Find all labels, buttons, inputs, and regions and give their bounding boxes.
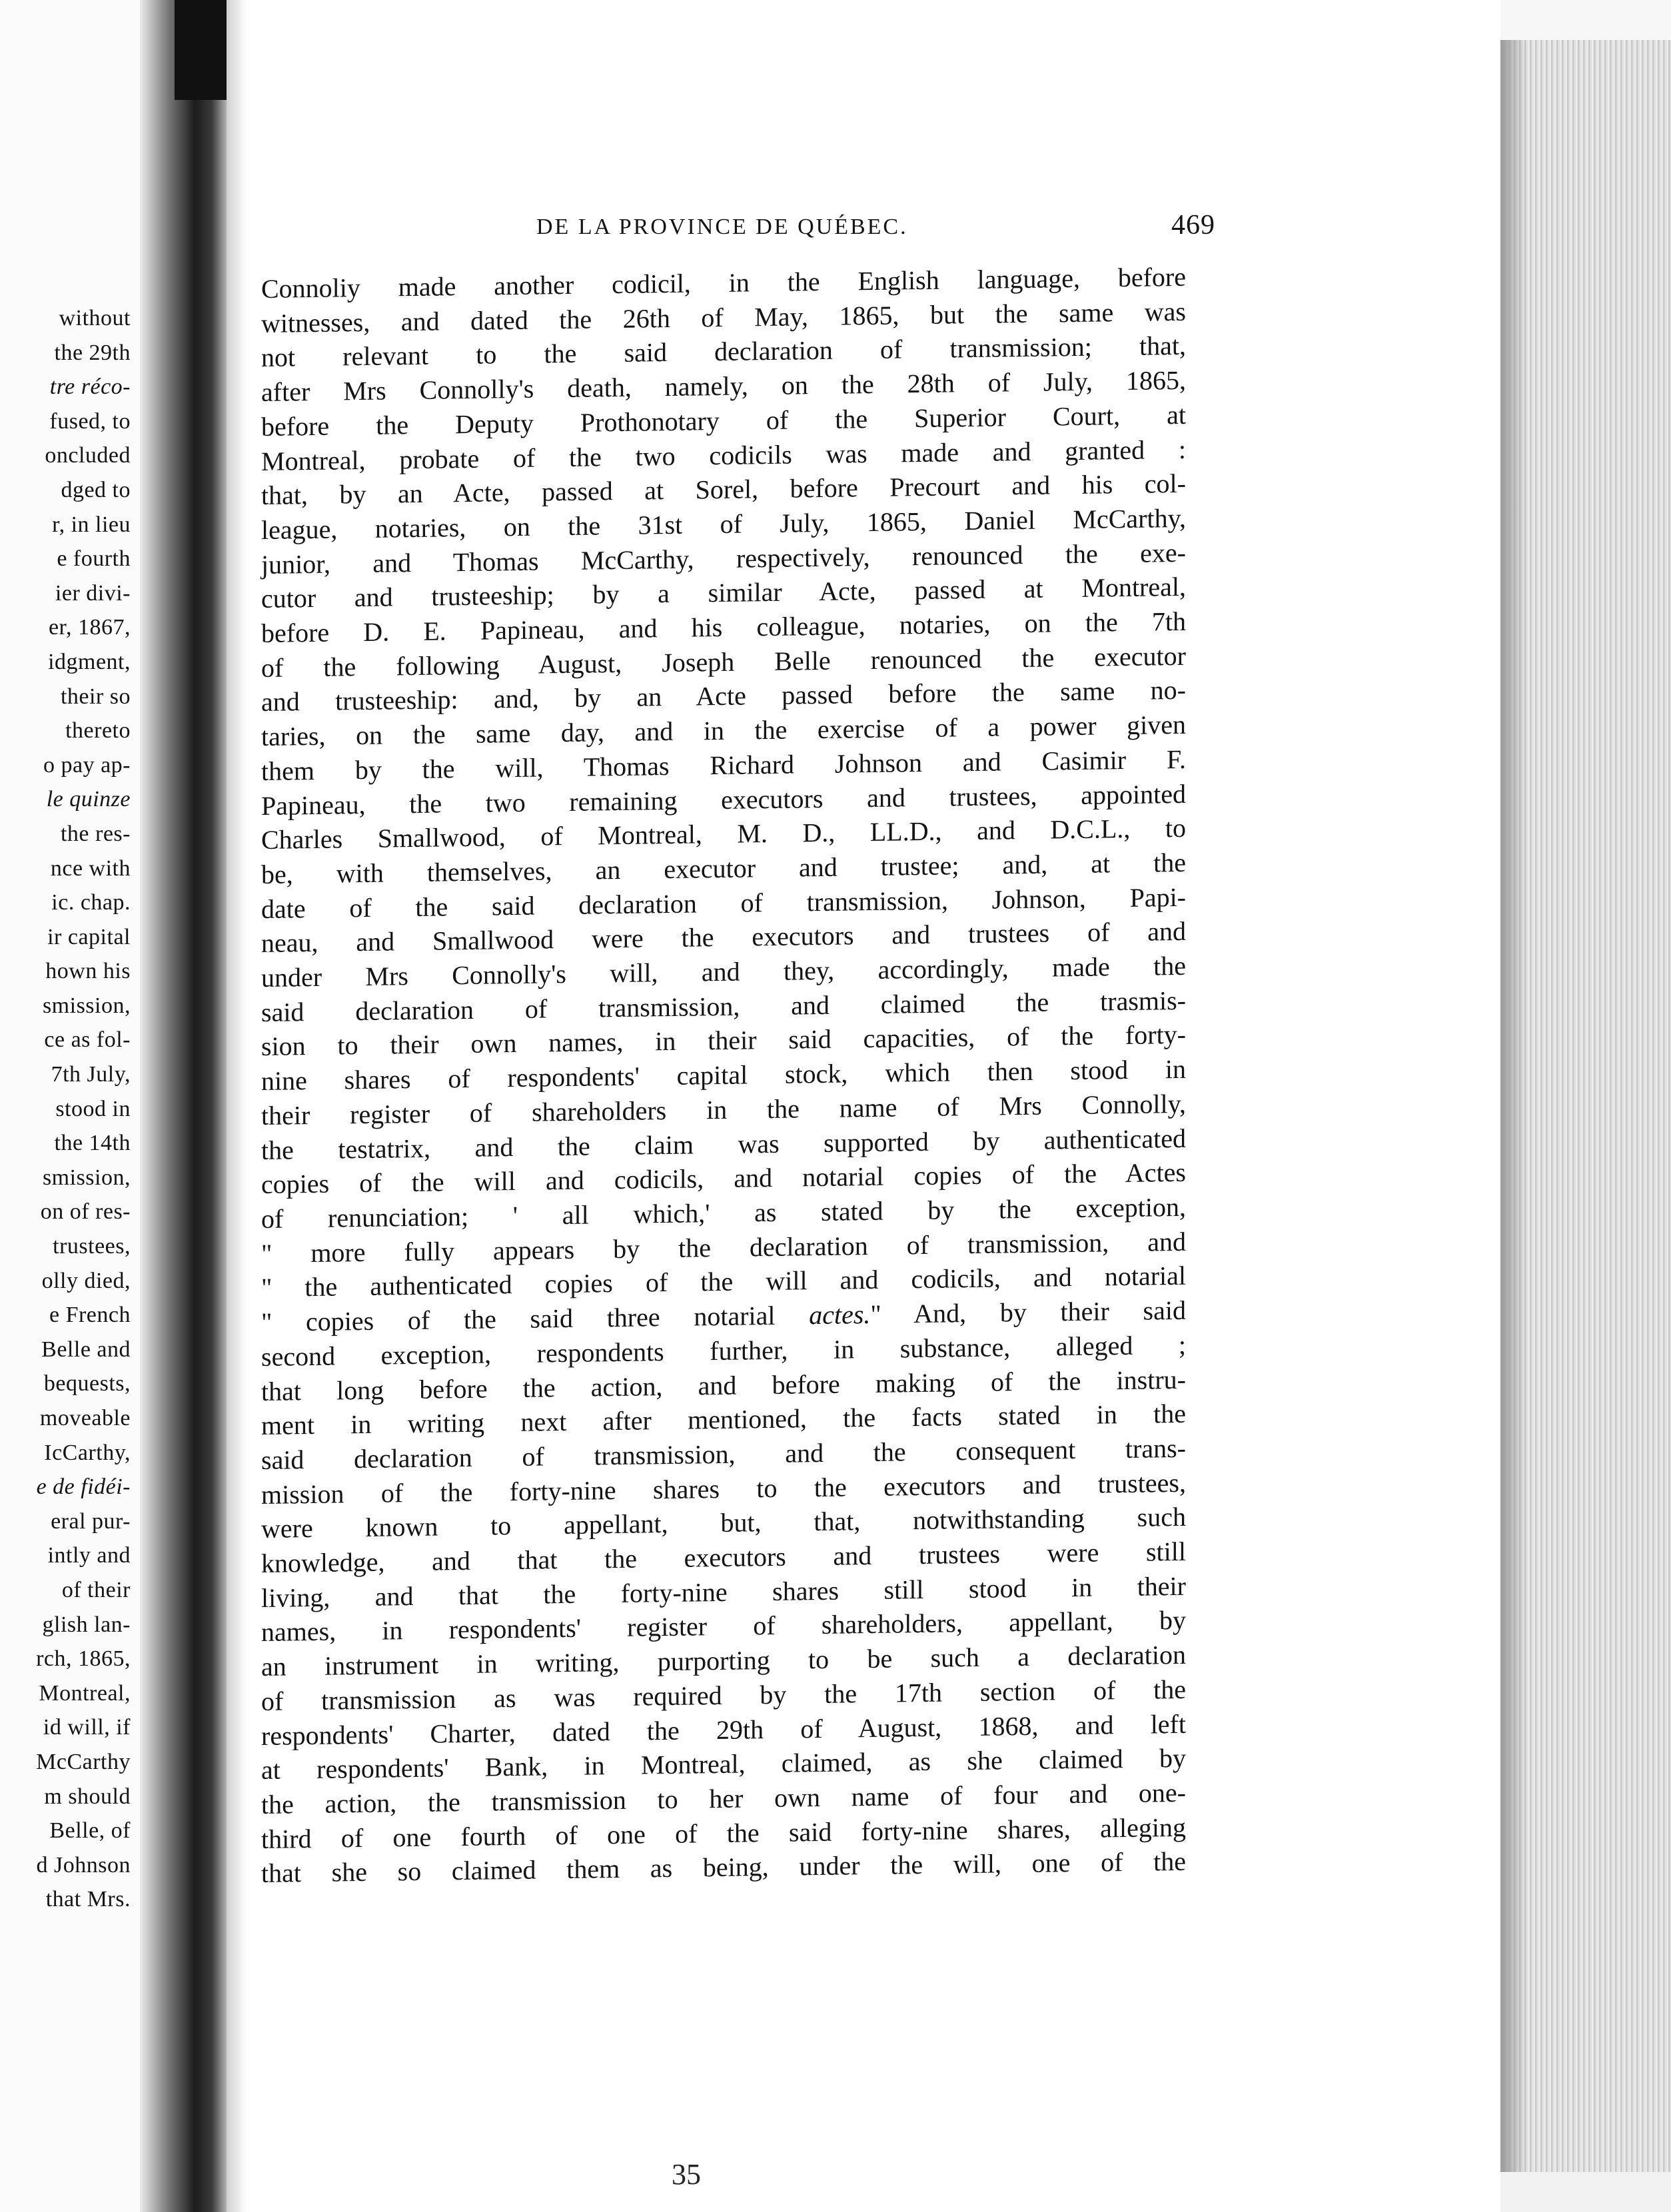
previous-page-line: r, in lieu — [52, 512, 131, 537]
previous-page-line: intly and — [47, 1543, 131, 1568]
previous-page-line: their so — [60, 684, 131, 709]
previous-page-line: IcCarthy, — [44, 1440, 131, 1465]
text-line: mission of the forty-nine shares to the executors and trustees, — [261, 1467, 1186, 1510]
text-line: knowledge, and that the executors and trustees were still — [261, 1536, 1186, 1579]
previous-page-text — [36, 301, 131, 1917]
previous-page-line: le quinze — [46, 787, 131, 812]
text-line: the action, the transmission to her own name of four and one- — [261, 1777, 1186, 1820]
previous-page-line: er, 1867, — [48, 615, 131, 640]
previous-page-line: 7th July, — [51, 1062, 131, 1087]
text-line: after Mrs Connolly's death, namely, on the 28th of July, 1865, — [261, 364, 1186, 408]
text-line: " more fully appears by the declaration of transmission, and — [261, 1226, 1186, 1269]
previous-page-line: ir capital — [47, 924, 131, 949]
text-line: before the Deputy Prothonotary of the Superior Court, at — [261, 399, 1186, 442]
text-line: names, in respondents' register of shareholders, appellant, by — [261, 1605, 1186, 1648]
previous-page-line: idgment, — [48, 649, 131, 674]
previous-page-line: the 14th — [54, 1131, 131, 1156]
previous-page-line: o pay ap- — [43, 752, 131, 778]
previous-page-line: e French — [49, 1303, 131, 1328]
previous-page-line: the 29th — [54, 340, 131, 365]
book-page — [227, 0, 1514, 2212]
text-line: neau, and Smallwood were the executors and trustees of and — [261, 916, 1186, 959]
text-line: at respondents' Bank, in Montreal, claimed, as she claimed by — [261, 1743, 1186, 1786]
text-line: Montreal, probate of the two codicils was made and granted : — [261, 434, 1186, 476]
text-line: of renunciation; ' all which,' as stated by the exception, — [261, 1191, 1186, 1234]
text-line: Connoliy made another codicil, in the English language, before — [261, 261, 1186, 304]
text-line: junior, and Thomas McCarthy, respectively, renounced the exe- — [261, 537, 1186, 580]
text-line: witnesses, and dated the 26th of May, 1865, but the same was — [261, 296, 1186, 338]
text-line: taries, on the same day, and in the exercise of a power given — [261, 709, 1186, 752]
text-line: be, with themselves, an executor and trustee; and, at the — [261, 847, 1186, 889]
previous-page-line: tre réco- — [49, 374, 131, 400]
previous-page-line: oncluded — [45, 443, 131, 468]
text-line: under Mrs Connolly's will, and they, accordingly, made the — [261, 950, 1186, 993]
text-line: not relevant to the said declaration of transmission; that, — [261, 330, 1186, 373]
previous-page-line: e de fidéi- — [36, 1474, 131, 1500]
text-line: " the authenticated copies of the will and codicils, and notarial — [261, 1261, 1186, 1303]
previous-page-line: id will, if — [43, 1715, 131, 1740]
previous-page-line: bequests, — [43, 1371, 131, 1396]
previous-page-line: dged to — [61, 477, 131, 502]
previous-page-line: m should — [44, 1784, 131, 1809]
previous-page-line: rch, 1865, — [36, 1646, 131, 1672]
book-gutter — [140, 0, 240, 2212]
text-line: their register of shareholders in the name of Mrs Connolly, — [261, 1088, 1186, 1131]
page-number: 469 — [1171, 210, 1215, 241]
previous-page-line: trustees, — [53, 1234, 131, 1259]
previous-page-line: nce with — [50, 855, 131, 881]
text-line: said declaration of transmission, and claimed the trasmis- — [261, 985, 1186, 1027]
previous-page-line: Montreal, — [39, 1680, 131, 1706]
page-block-top — [1500, 0, 1671, 40]
text-line: that long before the action, and before making of the instru- — [261, 1364, 1186, 1406]
text-line: third of one fourth of one of the said forty-nine shares, alleging — [261, 1812, 1186, 1854]
text-line: nine shares of respondents' capital stock, which then stood in — [261, 1054, 1186, 1097]
text-line: second exception, respondents further, in substance, alleged ; — [261, 1329, 1186, 1372]
text-line: were known to appellant, but, that, notwithstanding such — [261, 1502, 1186, 1544]
text-line: league, notaries, on the 31st of July, 1865, Daniel McCarthy, — [261, 502, 1186, 545]
text-line: living, and that the forty-nine shares still stood in their — [261, 1570, 1186, 1613]
text-line: and trusteeship: and, by an Acte passed before the same no- — [261, 675, 1186, 718]
text-line: " copies of the said three notarial actes." And, by their said — [261, 1295, 1186, 1338]
previous-page-fragment — [0, 0, 140, 2212]
previous-page-line: d Johnson — [36, 1852, 131, 1878]
page-signature-mark: 35 — [672, 2158, 701, 2191]
text-line: cutor and trusteeship; by a similar Acte, passed at Montreal, — [261, 572, 1186, 614]
previous-page-line: e fourth — [57, 546, 131, 572]
text-line: sion to their own names, in their said capacities, of the forty- — [261, 1019, 1186, 1062]
previous-page-line: thereto — [65, 718, 131, 744]
previous-page-line: olly died, — [41, 1268, 131, 1293]
previous-page-line: without — [59, 306, 131, 330]
previous-page-line: of their — [61, 1577, 131, 1602]
previous-page-line: ic. chap. — [51, 890, 131, 915]
page-block-bottom — [1500, 2172, 1671, 2212]
previous-page-line: ier divi- — [55, 580, 131, 606]
text-line: ment in writing next after mentioned, the facts stated in the — [261, 1398, 1186, 1441]
gutter-shadow — [175, 0, 228, 100]
previous-page-line: stood in — [55, 1096, 131, 1121]
text-line: the testatrix, and the claim was supported by authenticated — [261, 1123, 1186, 1165]
text-line: that, by an Acte, passed at Sorel, before Precourt and his col- — [261, 468, 1186, 511]
previous-page-line: Belle, of — [49, 1818, 131, 1844]
page-block-shade — [1500, 40, 1527, 2172]
previous-page-line: Belle and — [41, 1337, 131, 1362]
previous-page-line: moveable — [39, 1406, 131, 1430]
text-line: Papineau, the two remaining executors and trustees, appointed — [261, 778, 1186, 821]
previous-page-line: that Mrs. — [45, 1887, 131, 1912]
text-line: before D. E. Papineau, and his colleague, notaries, on the 7th — [261, 606, 1186, 649]
text-line: copies of the will and codicils, and notarial copies of the Actes — [261, 1157, 1186, 1200]
previous-page-line: on of res- — [40, 1199, 131, 1225]
text-line: of the following August, Joseph Belle renounced the executor — [261, 640, 1186, 683]
text-line: Charles Smallwood, of Montreal, M. D., LL.D., and D.C.L., to — [261, 813, 1186, 855]
body-text — [261, 260, 1186, 1891]
text-line: them by the will, Thomas Richard Johnson and Casimir F. — [261, 744, 1186, 786]
text-line: an instrument in writing, purporting to be such a declaration — [261, 1639, 1186, 1682]
previous-page-line: ce as fol- — [44, 1027, 131, 1053]
page-edge-shadow — [227, 0, 247, 2212]
text-line: respondents' Charter, dated the 29th of August, 1868, and left — [261, 1708, 1186, 1751]
text-line: that she so claimed them as being, under the will, one of the — [261, 1846, 1186, 1889]
previous-page-line: smission, — [42, 1165, 131, 1190]
text-line: said declaration of transmission, and the consequent trans- — [261, 1432, 1186, 1475]
previous-page-line: the res- — [60, 821, 131, 846]
text-line: date of the said declaration of transmission, Johnson, Papi- — [261, 881, 1186, 924]
previous-page-line: fused, to — [49, 408, 131, 434]
text-line: of transmission as was required by the 17th section of the — [261, 1674, 1186, 1716]
previous-page-line: McCarthy — [36, 1749, 131, 1774]
previous-page-line: smission, — [42, 993, 131, 1018]
running-head: DE LA PROVINCE DE QUÉBEC. — [536, 215, 908, 239]
previous-page-line: eral pur- — [51, 1508, 131, 1534]
previous-page-line: hown his — [45, 959, 131, 984]
previous-page-line: glish lan- — [42, 1612, 131, 1637]
